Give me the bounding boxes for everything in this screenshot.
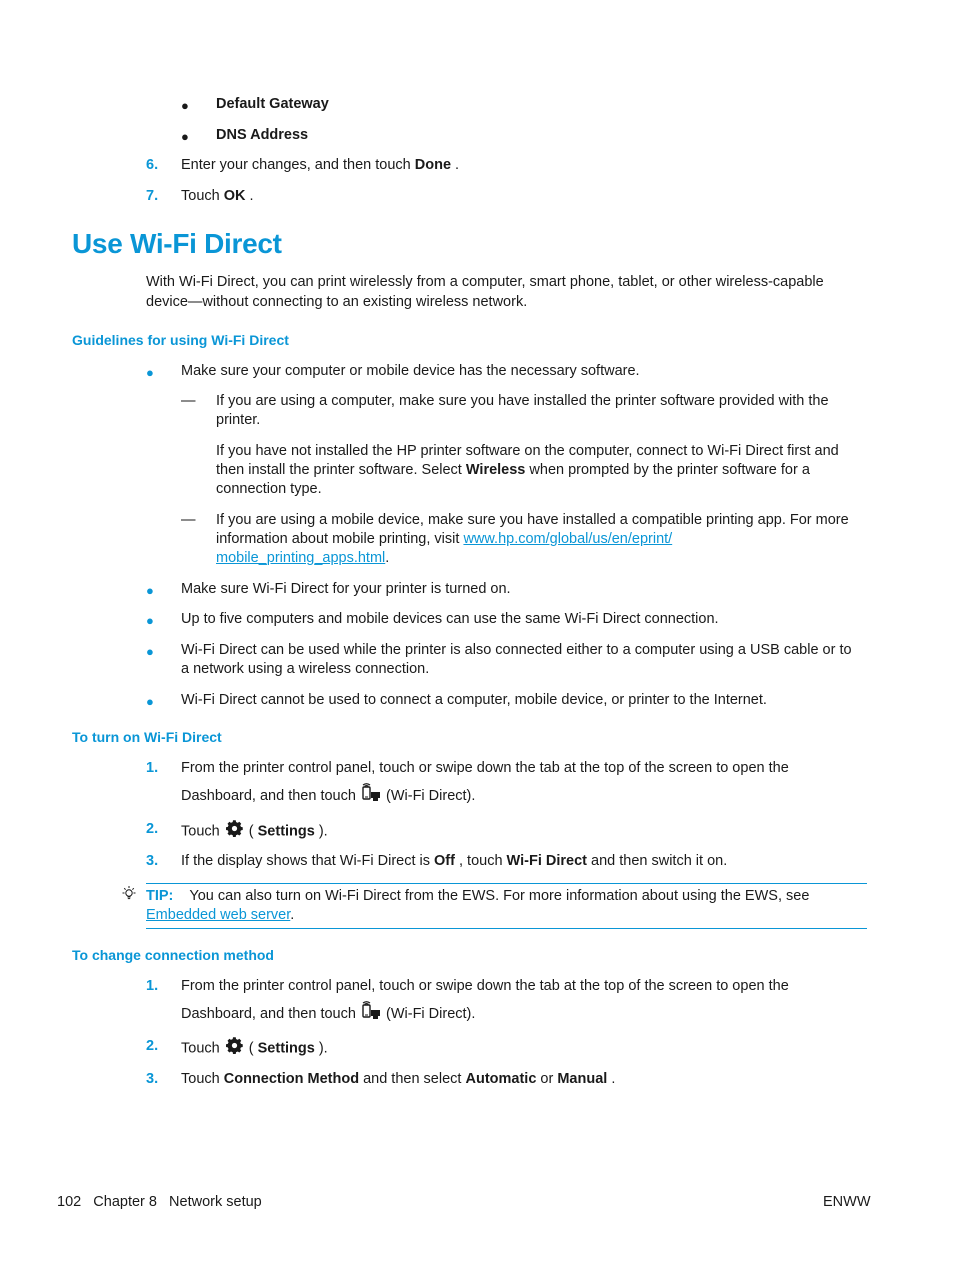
page-footer [57,1193,262,1212]
dash-marker: — [181,393,196,409]
list-item: Wi-Fi Direct cannot be used to connect a computer, mobile device, or printer to the Internet. [181,692,767,708]
turn-on-heading: To turn on Wi-Fi Direct [72,729,222,745]
change-method-heading: To change connection method [72,947,274,963]
wifi-direct-icon [360,1000,382,1028]
list-item: If you are using a computer, make sure you have installed the printer software provided with the [216,393,829,409]
intro-line: With Wi-Fi Direct, you can print wirelessly from a computer, smart phone, tablet, or other wireless-capable [146,274,824,290]
chapter-title: Chapter 8 Network setup [93,1194,262,1210]
wifi-direct-icon [360,782,382,810]
step-text: Dashboard, and then touch (Wi-Fi Direct). [181,1000,475,1028]
tip-text: Embedded web server. [146,907,295,923]
mobile-printing-link[interactable]: www.hp.com/global/us/en/eprint/ [463,531,673,547]
tip-top-rule [146,883,867,884]
step-number: 1. [146,760,159,776]
bullet-marker: ● [146,583,154,598]
mobile-printing-link-cont[interactable]: mobile_printing_apps.html [216,550,386,566]
paragraph-line: then install the printer software. Select Wireless when prompted by the printer software for a [216,462,810,478]
tip-label: TIP: [146,888,174,904]
step-text: From the printer control panel, touch or swipe down the tab at the top of the screen to open the [181,760,789,776]
bullet-marker: ● [146,644,154,659]
section-title: Use Wi-Fi Direct [72,228,282,259]
bullet-marker: ● [146,613,154,628]
list-item: Default Gateway [216,96,329,112]
step-text: Dashboard, and then touch (Wi-Fi Direct). [181,782,475,810]
list-item: DNS Address [216,127,309,143]
guidelines-heading: Guidelines for using Wi-Fi Direct [72,332,289,348]
list-item: Make sure your computer or mobile device has the necessary software. [181,363,640,379]
bullet-marker: ● [181,129,189,144]
dash-marker: — [181,512,196,528]
step-number: 3. [146,1071,159,1087]
bullet-marker: ● [146,694,154,709]
list-item: a network using a wireless connection. [181,661,430,677]
intro-line: device—without connecting to an existing wireless network. [146,294,528,310]
step-text: Touch ( Settings ). [181,818,328,845]
list-item: If you are using a mobile device, make sure you have installed a compatible printing app. For more [216,512,849,528]
list-item: mobile_printing_apps.html. [216,550,390,566]
list-item: information about mobile printing, visit www.hp.com/global/us/en/eprint/ [216,531,673,547]
settings-gear-icon [224,818,245,845]
tip-text: TIP: You can also turn on Wi-Fi Direct from the EWS. For more information about using the EWS, see [146,888,810,904]
footer-edition: ENWW [823,1194,871,1210]
step-number: 2. [146,1038,159,1054]
embedded-web-server-link[interactable]: Embedded web server [146,907,291,923]
step-number: 7. [146,188,159,204]
list-item: Wi-Fi Direct can be used while the printer is also connected either to a computer using a USB cable or to [181,642,852,658]
tip-bottom-rule [146,928,867,929]
step-number: 2. [146,821,159,837]
bullet-marker: ● [181,98,189,113]
step-text: If the display shows that Wi-Fi Direct is Off , touch Wi-Fi Direct and then switch it on. [181,853,728,869]
step-text: From the printer control panel, touch or swipe down the tab at the top of the screen to open the [181,978,789,994]
step-text: Touch ( Settings ). [181,1035,328,1062]
settings-gear-icon [224,1035,245,1062]
step-number: 6. [146,157,159,173]
step-number: 1. [146,978,159,994]
lightbulb-icon [120,885,138,909]
list-item: Up to five computers and mobile devices can use the same Wi-Fi Direct connection. [181,611,719,627]
paragraph-line: If you have not installed the HP printer software on the computer, connect to Wi-Fi Direct first and [216,443,839,459]
step-text: Touch OK . [181,188,254,204]
bullet-marker: ● [146,365,154,380]
step-text: Enter your changes, and then touch Done . [181,157,460,173]
page-number: 102 [57,1194,82,1210]
step-number: 3. [146,853,159,869]
step-text: Touch Connection Method and then select Automatic or Manual . [181,1071,616,1087]
list-item: Make sure Wi-Fi Direct for your printer is turned on. [181,581,511,597]
list-item: printer. [216,412,261,428]
paragraph-line: connection type. [216,481,322,497]
